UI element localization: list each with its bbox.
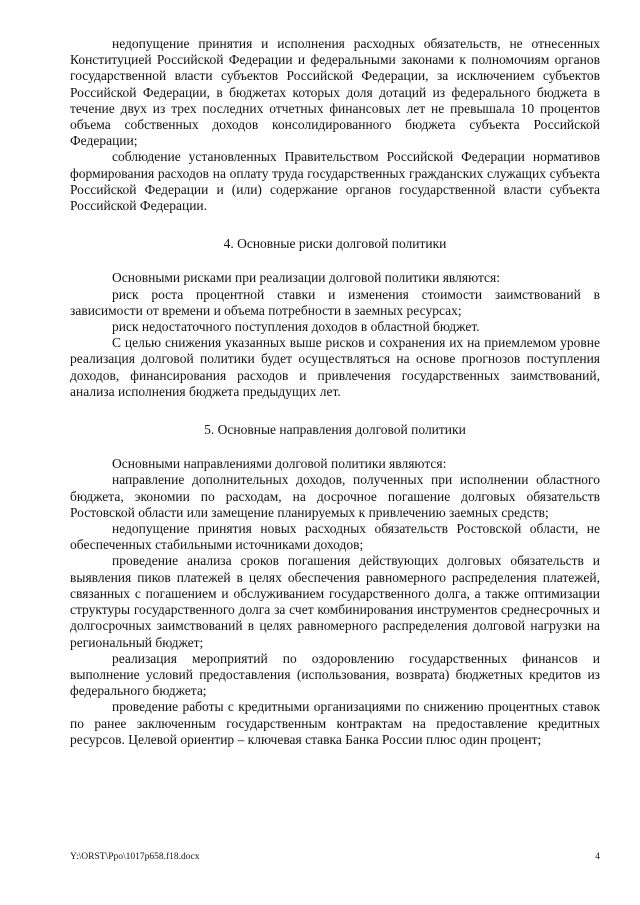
paragraph: соблюдение установленных Правительством Российской Федерации нормативов формирования расходов на оплату труда государственных гражданских служащих субъекта Российской Федерации и (или) содержание органов государственной власти субъекта Российской Федерации. [70,149,600,214]
paragraph: реализация мероприятий по оздоровлению государственных финансов и выполнение условий предоставления (использования, возврата) бюджетных кредитов из федерального бюджета; [70,650,600,699]
paragraph: недопущение принятия новых расходных обязательств Ростовской области, не обеспеченных стабильными источниками доходов; [70,521,600,553]
paragraph: направление дополнительных доходов, полученных при исполнении областного бюджета, экономии по расходам, на досрочное погашение долговых обязательств Ростовской области или замещение планируемых к привлечению заемных средств; [70,472,600,520]
paragraph: риск роста процентной ставки и изменения стоимости заимствований в зависимости от времени и объема потребности в заемных ресурсах; [70,286,600,318]
footer-file-path: Y:\ORST\Ppo\1017p658.f18.docx [70,852,200,862]
page-number: 4 [595,852,600,862]
paragraph: С целью снижения указанных выше рисков и сохранения их на приемлемом уровне реализация долговой политики будет осуществляться на основе прогнозов поступления доходов, финансирования расходов и привлечения государственных заимствований, анализа исполнения бюджета предыдущих лет. [70,335,600,399]
section-heading: 5. Основные направления долговой политики [204,422,466,438]
paragraph: недопущение принятия и исполнения расходных обязательств, не отнесенных Конституцией Российской Федерации и федеральными законами к полномочиям органов государственной власти субъектов Российской Федерации, за исключением субъектов Российской Федерации, в бюджетах которых доля дотаций из федерального бюджета в течение двух из трех последних отчетных финансовых лет не превышала 10 процентов объема собственных доходов консолидированного бюджета субъекта Российской Федерации; [70,36,600,149]
paragraph: проведение работы с кредитными организациями по снижению процентных ставок по ранее заключенным государственным контрактам на предоставление кредитных ресурсов. Целевой ориентир – ключевая ставка Банка России плюс один процент; [70,699,600,747]
paragraph: Основными направлениями долговой политики являются: [112,456,447,472]
section-heading: 4. Основные риски долговой политики [223,236,447,252]
paragraph: Основными рисками при реализации долговой политики являются: [112,270,500,286]
paragraph: проведение анализа сроков погашения действующих долговых обязательств и выявления пиков платежей в целях обеспечения равномерного распределения платежей, связанных с погашением и обслуживанием государственного долга, а также оптимизации структуры государственного долга за счет комбинирования инструментов среднесрочных и долгосрочных заимствований в целях равномерного распределения долговой нагрузки на региональный бюджет; [70,553,600,650]
paragraph: риск недостаточного поступления доходов в областной бюджет. [112,319,480,335]
page-footer [70,852,600,862]
